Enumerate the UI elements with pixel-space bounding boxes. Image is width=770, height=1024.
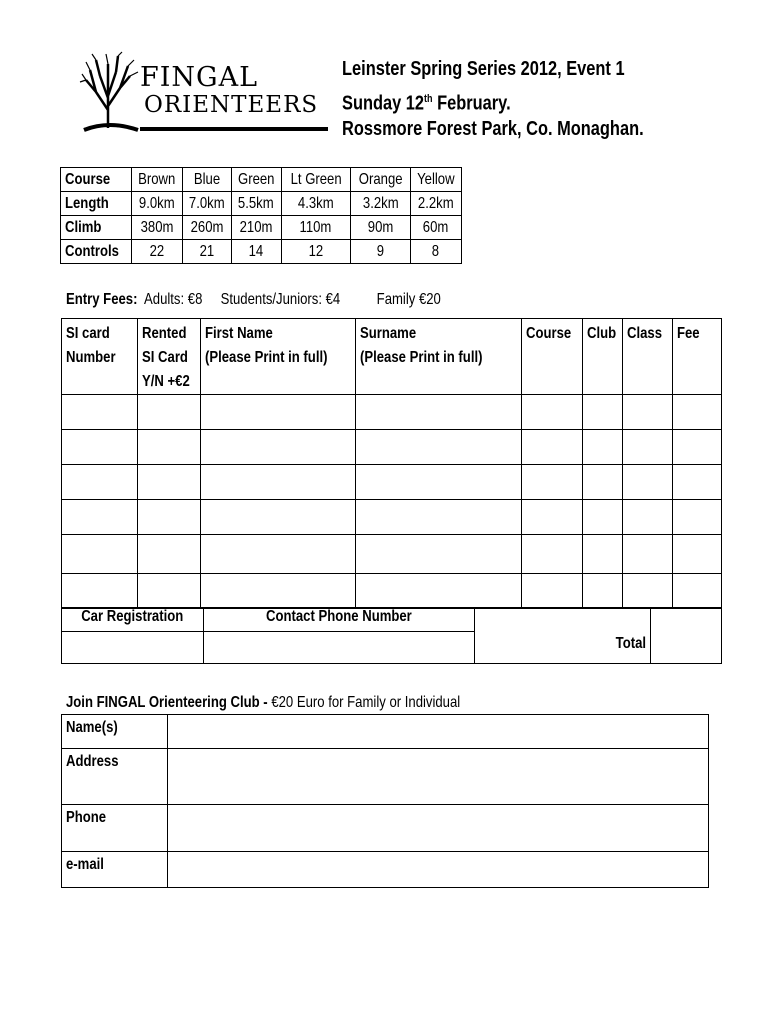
event-date: Sunday 12th February. <box>342 92 511 115</box>
controls-cell: 8 <box>432 242 440 260</box>
club-input[interactable] <box>582 395 623 430</box>
length-cell: 3.2km <box>362 194 399 212</box>
course-brown: Brown <box>138 170 176 188</box>
event-venue: Rossmore Forest Park, Co. Monaghan. <box>342 118 644 140</box>
entry-fees <box>66 291 523 309</box>
fee-input[interactable] <box>673 395 722 430</box>
surname-header: Surname (Please Print in full) <box>359 325 482 366</box>
names-input[interactable] <box>168 715 709 749</box>
club-header: Club <box>586 325 616 342</box>
contact-phone-label: Contact Phone Number <box>265 608 412 625</box>
course-input[interactable] <box>522 574 582 609</box>
climb-cell: 90m <box>367 218 394 236</box>
fee-input[interactable] <box>673 535 722 574</box>
si-number-input[interactable] <box>62 574 138 609</box>
controls-cell: 9 <box>376 242 385 260</box>
controls-cell: 12 <box>308 242 324 260</box>
si-number-input[interactable] <box>62 395 138 430</box>
fee-header: Fee <box>677 325 700 342</box>
length-cell: 9.0km <box>138 194 175 212</box>
entry-header-row <box>62 319 722 395</box>
entry-form-table <box>61 318 722 609</box>
controls-cell: 22 <box>149 242 165 260</box>
surname-input[interactable] <box>355 465 522 500</box>
surname-input[interactable] <box>355 574 522 609</box>
fee-input[interactable] <box>673 500 722 535</box>
course-input[interactable] <box>522 535 582 574</box>
class-input[interactable] <box>623 395 673 430</box>
address-input[interactable] <box>168 749 709 805</box>
fee-students: Students/Juniors: €4 <box>220 291 341 308</box>
first-name-input[interactable] <box>201 465 355 500</box>
climb-cell: 260m <box>190 218 224 236</box>
names-label: Name(s) <box>66 719 118 736</box>
entry-row <box>62 500 722 535</box>
fee-input[interactable] <box>673 465 722 500</box>
phone-label: Phone <box>66 809 107 826</box>
fee-input[interactable] <box>673 430 722 465</box>
length-cell: 5.5km <box>238 194 274 212</box>
fee-adults: Adults: €8 <box>144 291 203 308</box>
club-input[interactable] <box>582 535 623 574</box>
si-number-input[interactable] <box>62 500 138 535</box>
entry-row <box>62 395 722 430</box>
controls-cell: 21 <box>199 242 214 260</box>
rented-input[interactable] <box>137 500 200 535</box>
class-header: Class <box>627 325 663 342</box>
rented-input[interactable] <box>137 574 200 609</box>
entry-row <box>62 535 722 574</box>
course-input[interactable] <box>522 465 582 500</box>
surname-input[interactable] <box>355 535 522 574</box>
entry-fees-label: Entry Fees: <box>66 291 138 308</box>
club-input[interactable] <box>582 465 623 500</box>
club-input[interactable] <box>582 500 623 535</box>
first-name-input[interactable] <box>201 500 355 535</box>
email-label: e-mail <box>66 856 104 873</box>
class-input[interactable] <box>623 535 673 574</box>
si-card-number-header: SI card Number <box>66 325 116 366</box>
rented-input[interactable] <box>137 430 200 465</box>
class-input[interactable] <box>623 430 673 465</box>
surname-input[interactable] <box>355 430 522 465</box>
header-controls: Controls <box>65 242 119 260</box>
first-name-input[interactable] <box>201 430 355 465</box>
event-header <box>342 54 710 144</box>
join-club-bold: Join FINGAL Orienteering Club - <box>66 694 268 711</box>
length-cell: 4.3km <box>297 194 334 212</box>
entry-row <box>62 465 722 500</box>
rented-si-card-header: Rented SI Card Y/N +€2 <box>141 325 190 390</box>
first-name-input[interactable] <box>201 574 355 609</box>
rented-input[interactable] <box>137 465 200 500</box>
club-input[interactable] <box>582 574 623 609</box>
first-name-input[interactable] <box>201 535 355 574</box>
address-label: Address <box>66 753 119 770</box>
fee-family: Family €20 <box>376 291 441 308</box>
course-yellow: Yellow <box>417 170 455 188</box>
entry-row <box>62 430 722 465</box>
total-label: Total <box>615 635 647 652</box>
first-name-header: First Name (Please Print in full) <box>205 325 328 366</box>
car-registration-label: Car Registration <box>81 608 184 625</box>
course-orange: Orange <box>358 170 403 188</box>
course-header: Course <box>526 325 572 342</box>
club-input[interactable] <box>582 430 623 465</box>
class-input[interactable] <box>623 500 673 535</box>
event-title: Leinster Spring Series 2012, Event 1 <box>342 58 625 80</box>
car-registration-input[interactable] <box>62 632 204 664</box>
si-number-input[interactable] <box>62 535 138 574</box>
course-controls-row <box>61 240 462 264</box>
join-club-text: €20 Euro for Family or Individual <box>267 694 461 711</box>
course-blue: Blue <box>193 170 220 188</box>
rented-input[interactable] <box>137 535 200 574</box>
si-number-input[interactable] <box>62 465 138 500</box>
logo-line2: ORIENTEERS <box>144 92 319 118</box>
course-lt-green: Lt Green <box>290 170 342 188</box>
climb-cell: 210m <box>239 218 273 236</box>
header-length: Length <box>65 194 109 212</box>
courses-table <box>60 167 462 264</box>
surname-input[interactable] <box>355 395 522 430</box>
total-input[interactable] <box>651 608 722 664</box>
phone-input[interactable] <box>168 805 709 852</box>
join-club-heading <box>66 694 547 712</box>
first-name-input[interactable] <box>201 395 355 430</box>
tree-icon <box>78 50 140 134</box>
length-cell: 7.0km <box>188 194 225 212</box>
controls-cell: 14 <box>248 242 264 260</box>
length-cell: 2.2km <box>417 194 454 212</box>
climb-cell: 380m <box>140 218 174 236</box>
course-input[interactable] <box>522 430 582 465</box>
email-input[interactable] <box>168 852 709 888</box>
header-climb: Climb <box>65 218 102 236</box>
course-climb-row <box>61 216 462 240</box>
course-green: Green <box>237 170 275 188</box>
course-names-row <box>61 168 462 192</box>
rented-input[interactable] <box>137 395 200 430</box>
entry-row <box>62 574 722 609</box>
club-membership-table <box>61 714 709 888</box>
logo-line1: FINGAL <box>140 62 259 93</box>
fee-input[interactable] <box>673 574 722 609</box>
contact-phone-input[interactable] <box>203 632 474 664</box>
surname-input[interactable] <box>355 500 522 535</box>
car-contact-total-table <box>61 607 722 664</box>
course-length-row <box>61 192 462 216</box>
course-input[interactable] <box>522 500 582 535</box>
climb-cell: 110m <box>299 218 332 236</box>
class-input[interactable] <box>623 574 673 609</box>
course-input[interactable] <box>522 395 582 430</box>
logo-underline <box>140 127 328 131</box>
fingal-orienteers-logo <box>78 50 328 134</box>
si-number-input[interactable] <box>62 430 138 465</box>
climb-cell: 60m <box>423 218 449 236</box>
header-course: Course <box>65 170 111 188</box>
class-input[interactable] <box>623 465 673 500</box>
